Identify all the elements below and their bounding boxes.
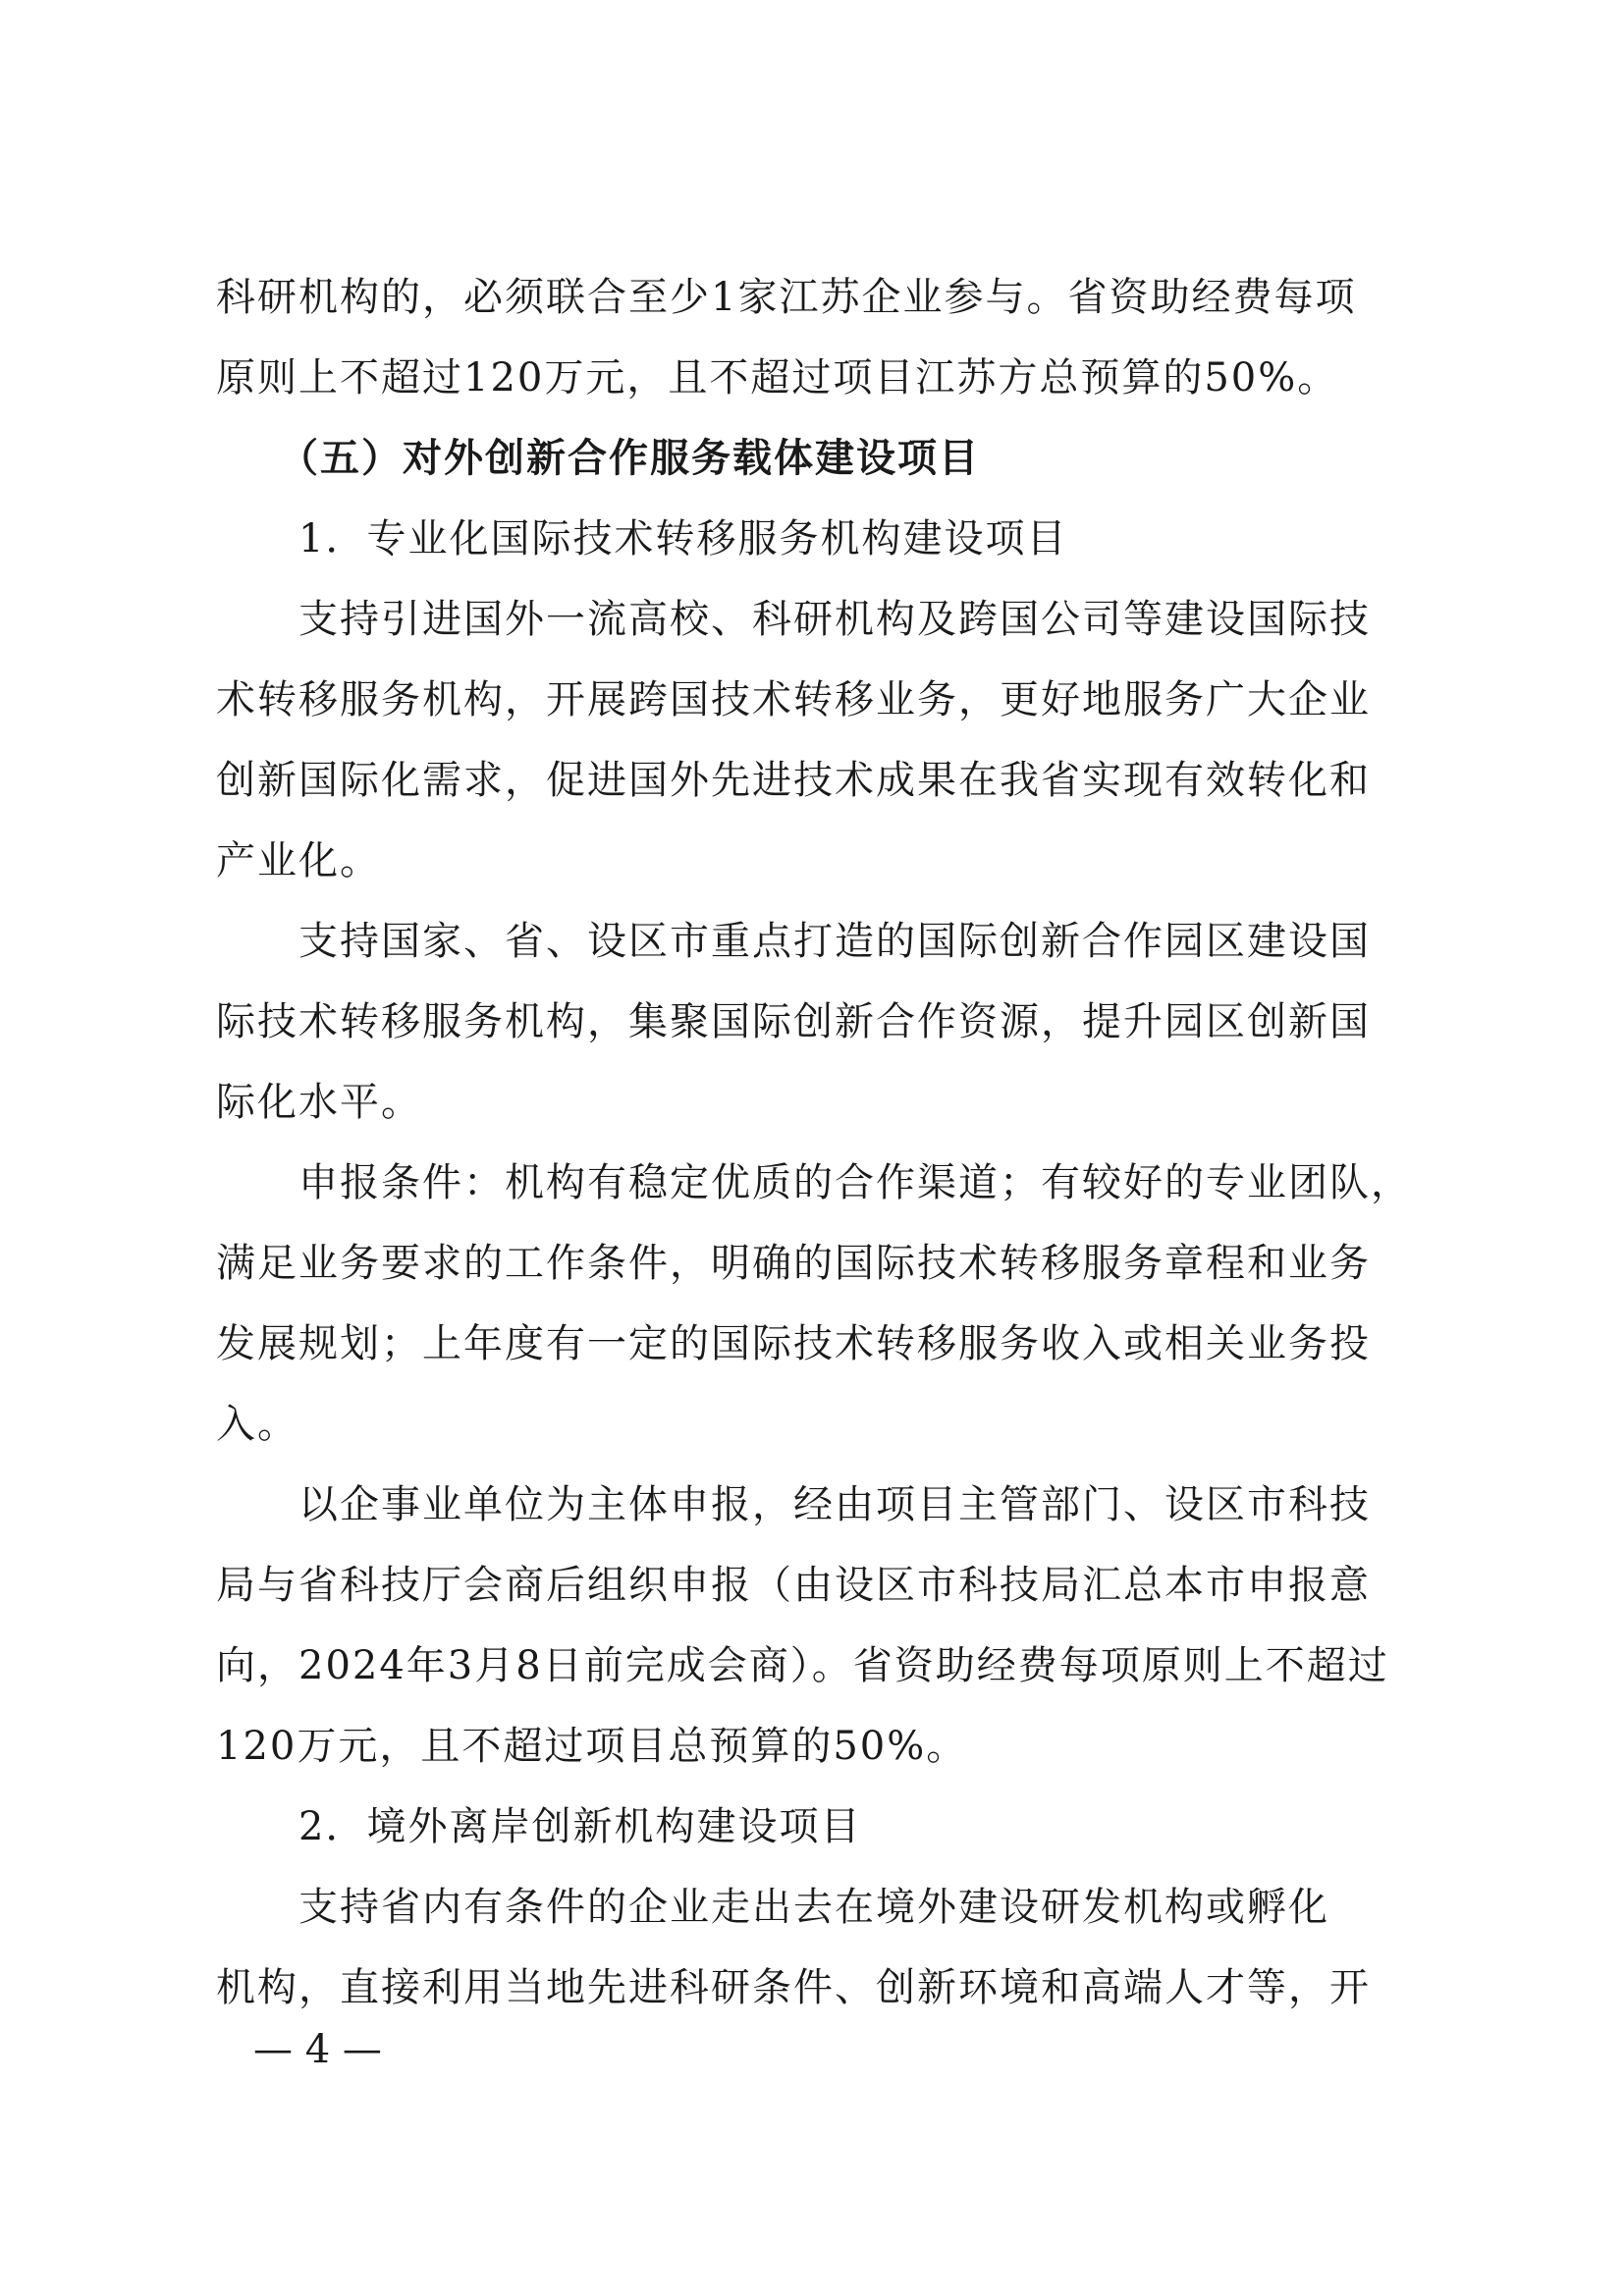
text-line: 科研机构的，必须联合至少1家江苏企业参与。省资助经费每项: [216, 275, 1357, 320]
text-line: 局与省科技厅会商后组织申报（由设区市科技局汇总本市申报意: [216, 1563, 1371, 1608]
text-line: 以企事业单位为主体申报，经由项目主管部门、设区市科技: [216, 1482, 1371, 1527]
subsection-heading: 2．境外离岸创新机构建设项目: [216, 1804, 862, 1849]
text-line: 机构，直接利用当地先进科研条件、创新环境和高端人才等，开: [216, 1965, 1371, 2010]
text-line: 申报条件：机构有稳定优质的合作渠道；有较好的专业团队，: [216, 1160, 1412, 1205]
text-line: 满足业务要求的工作条件，明确的国际技术转移服务章程和业务: [216, 1241, 1371, 1286]
text-line: 术转移服务机构，开展跨国技术转移业务，更好地服务广大企业: [216, 677, 1371, 722]
text-line: 支持国家、省、设区市重点打造的国际创新合作园区建设国: [216, 919, 1371, 964]
document-body: [216, 257, 1429, 2028]
text-line: 向，2024年3月8日前完成会商）。省资助经费每项原则上不超过: [216, 1643, 1389, 1688]
subsection-heading: 1．专业化国际技术转移服务机构建设项目: [216, 516, 1068, 561]
text-line: 原则上不超过120万元，且不超过项目江苏方总预算的50%。: [216, 355, 1339, 400]
text-line: 120万元，且不超过项目总预算的50%。: [216, 1724, 968, 1769]
text-line: 际化水平。: [216, 1080, 422, 1125]
text-line: 支持引进国外一流高校、科研机构及跨国公司等建设国际技: [216, 597, 1371, 642]
text-line: 创新国际化需求，促进国外先进技术成果在我省实现有效转化和: [216, 758, 1371, 803]
section-heading: （五）对外创新合作服务载体建设项目: [216, 435, 980, 481]
text-line: 支持省内有条件的企业走出去在境外建设研发机构或孵化: [216, 1885, 1329, 1930]
text-line: 入。: [216, 1402, 298, 1447]
text-line: 际技术转移服务机构，集聚国际创新合作资源，提升园区创新国: [216, 999, 1371, 1044]
text-line: 发展规划；上年度有一定的国际技术转移服务收入或相关业务投: [216, 1321, 1371, 1366]
page-number: — 4 —: [253, 2027, 382, 2072]
text-line: 产业化。: [216, 838, 381, 883]
